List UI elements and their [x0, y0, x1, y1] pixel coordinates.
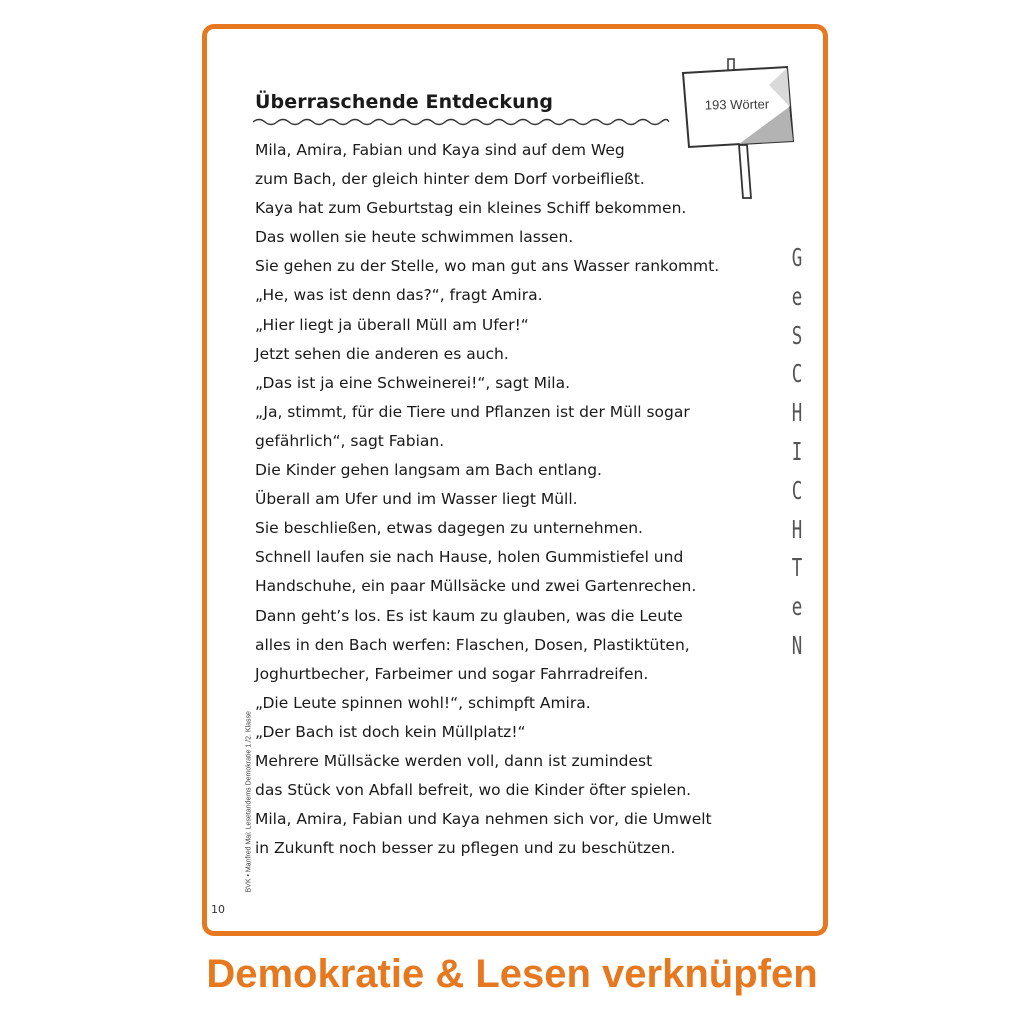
- story-line: Das wollen sie heute schwimmen lassen.: [255, 228, 574, 247]
- story-line: Sie beschließen, etwas dagegen zu unternehmen.: [255, 519, 643, 538]
- story-line: Handschuhe, ein paar Müllsäcke und zwei Gartenrechen.: [255, 577, 697, 596]
- category-letter: S: [791, 320, 803, 350]
- category-letter: C: [791, 359, 803, 389]
- category-letter: e: [791, 592, 803, 622]
- tagline: Demokratie & Lesen verknüpfen: [206, 952, 818, 996]
- story-line: Dann geht’s los. Es ist kaum zu glauben, was die Leute: [255, 606, 683, 625]
- story-text: [255, 136, 719, 863]
- story-title: Überraschende Entdeckung: [255, 91, 554, 113]
- category-letter: G: [791, 243, 803, 272]
- story-line: Mila, Amira, Fabian und Kaya sind auf dem Weg: [255, 141, 625, 159]
- story-line: Joghurtbecher, Farbeimer und sogar Fahrradreifen.: [255, 664, 649, 683]
- story-line: Mila, Amira, Fabian und Kaya nehmen sich vor, die Umwelt: [255, 810, 712, 829]
- category-letter: C: [791, 475, 803, 505]
- story-line: „Hier liegt ja überall Müll am Ufer!“: [255, 315, 529, 334]
- page-number: 10: [211, 903, 225, 916]
- story-line: Kaya hat zum Geburtstag ein kleines Schiff bekommen.: [255, 199, 687, 218]
- publisher-credit: BVK • Manfred Mai: Lesetandems Demokratie 1./2. Klasse: [245, 711, 253, 893]
- category-letter: H: [791, 398, 803, 428]
- story-line: Die Kinder gehen langsam am Bach entlang.: [255, 461, 602, 480]
- category-letter: N: [791, 630, 803, 660]
- story-line: in Zukunft noch besser zu pflegen und zu beschützen.: [255, 839, 676, 858]
- story-line: alles in den Bach werfen: Flaschen, Dosen, Plastiktüten,: [255, 635, 690, 654]
- story-line: zum Bach, der gleich hinter dem Dorf vorbeifließt.: [255, 170, 645, 189]
- story-line: Mehrere Müllsäcke werden voll, dann ist zumindest: [255, 751, 653, 770]
- worksheet-page: [202, 24, 828, 936]
- category-letter: T: [791, 553, 803, 583]
- story-line: das Stück von Abfall befreit, wo die Kinder öfter spielen.: [255, 781, 692, 800]
- category-letter: I: [791, 436, 803, 466]
- story-line: „He, was ist denn das?“, fragt Amira.: [255, 286, 543, 305]
- story-line: „Das ist ja eine Schweinerei!“, sagt Mila.: [255, 373, 571, 392]
- category-letter: e: [791, 281, 803, 311]
- story-line: Sie gehen zu der Stelle, wo man gut ans Wasser rankommt.: [255, 257, 720, 276]
- story-line: Jetzt sehen die anderen es auch.: [255, 344, 509, 363]
- story-line: Überall am Ufer und im Wasser liegt Müll.: [255, 490, 578, 509]
- story-line: Schnell laufen sie nach Hause, holen Gummistiefel und: [255, 548, 684, 567]
- title-underline-wave: [253, 117, 669, 127]
- category-label-geschichten: [777, 239, 817, 666]
- category-letter: H: [791, 514, 803, 544]
- story-line: gefährlich“, sagt Fabian.: [255, 431, 445, 450]
- story-line: „Die Leute spinnen wohl!“, schimpft Amira.: [255, 693, 591, 712]
- word-count-label: 193 Wörter: [704, 96, 770, 113]
- story-line: „Der Bach ist doch kein Müllplatz!“: [255, 722, 526, 741]
- story-line: „Ja, stimmt, für die Tiere und Pflanzen ist der Müll sogar: [255, 402, 690, 421]
